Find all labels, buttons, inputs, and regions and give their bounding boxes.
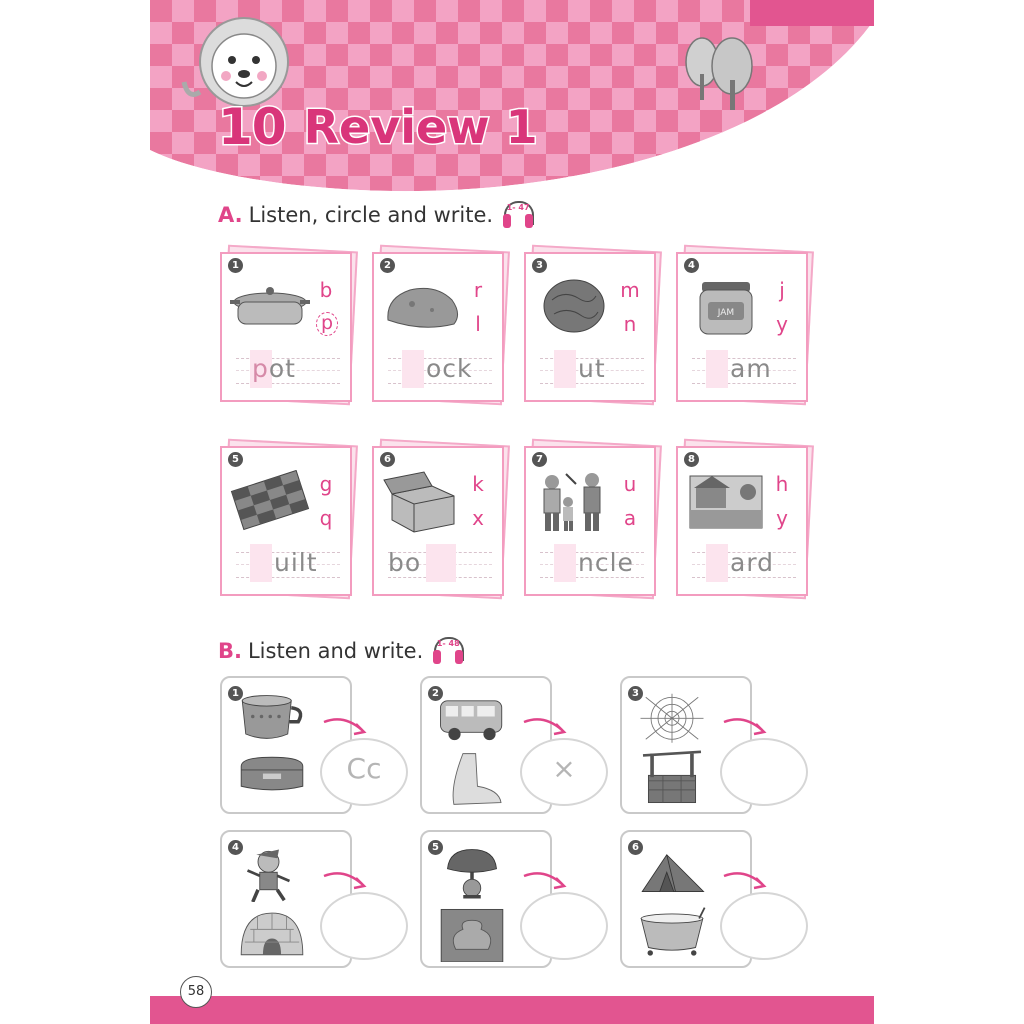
workbook-page [150,0,874,1024]
letter-option[interactable]: l [475,312,481,336]
item-number: 2 [380,258,395,273]
nut-picture [534,276,614,340]
listen-circle-card [524,248,656,398]
well-picture [632,750,712,808]
cup-picture [232,692,312,748]
trees-icon [680,30,760,114]
answer-bubble[interactable] [320,892,408,960]
letter-option[interactable]: m [620,278,640,302]
section-a-letter: A. [218,203,243,227]
letter-option[interactable]: j [779,278,785,302]
rock-picture [382,276,462,340]
arrow-icon [522,868,570,892]
lesson-title-area [218,92,538,162]
jam-jar-picture [686,276,766,340]
item-number: 4 [228,840,243,855]
arrow-icon [522,714,570,738]
answer-bubble[interactable] [520,892,608,960]
letter-option[interactable]: a [623,506,637,530]
listen-write-card [620,830,752,968]
item-number: 1 [228,686,243,701]
answer-bubble[interactable] [720,892,808,960]
web-picture [632,692,712,748]
word-part: am [730,354,772,383]
word-part: ard [730,548,775,577]
arrow-icon [322,714,370,738]
tent-picture [632,846,712,902]
listen-circle-card [524,442,656,592]
letter-option[interactable]: h [775,472,789,496]
word-part: ut [578,354,606,383]
top-accent-strip [750,0,874,26]
letter-option[interactable]: p [316,312,338,336]
listen-circle-card [676,248,808,398]
item-number: 6 [628,840,643,855]
word-part: ncle [578,548,634,577]
pot-picture [230,276,310,340]
item-number: 4 [684,258,699,273]
listen-circle-card [676,442,808,592]
letter-option[interactable]: x [472,506,484,530]
audio-track-label: 1- 48 [436,639,460,648]
listen-write-card [420,830,552,968]
case-picture [232,750,312,808]
word-part: uilt [274,548,318,577]
van-picture [432,692,512,748]
section-b-letter: B. [218,639,242,663]
traced-answer: Cc [346,752,382,785]
yard-picture [686,470,766,534]
sack-picture [432,904,512,962]
letter-option[interactable]: g [319,472,333,496]
section-a-instruction: Listen, circle and write. [248,203,494,227]
igloo-picture [232,904,312,962]
answer-bubble[interactable] [320,738,408,806]
word-part: ock [426,354,473,383]
arrow-icon [322,868,370,892]
listen-circle-card [220,442,352,592]
lamp-picture [432,846,512,902]
letter-option[interactable]: y [776,312,788,336]
box-picture [382,470,462,534]
traced-letter: p [252,354,269,383]
item-number: 3 [628,686,643,701]
item-number: 5 [428,840,443,855]
bottom-accent-strip [150,996,874,1024]
listen-circle-card [220,248,352,398]
item-number: 1 [228,258,243,273]
letter-option[interactable]: y [776,506,788,530]
listen-write-card [220,676,382,814]
jam-label: JAM [717,308,735,318]
letter-option[interactable]: n [623,312,637,336]
letter-option[interactable]: r [473,278,483,302]
letter-option[interactable]: u [623,472,637,496]
listen-write-card [420,676,576,814]
letter-option[interactable]: k [472,472,484,496]
listen-write-card [220,830,352,968]
tub-picture [632,904,712,962]
word-part: ot [268,354,296,383]
answer-bubble[interactable] [720,738,808,806]
letter-option[interactable]: q [319,506,333,530]
foot-picture [432,750,512,808]
answer-blank[interactable] [426,544,456,582]
item-number: 7 [532,452,547,467]
section-a-heading [218,200,535,230]
page-number: 58 [180,976,212,1008]
audio-track-label: 1- 47 [506,203,530,212]
lesson-number: 10 [218,98,286,156]
section-b-instruction: Listen and write. [247,639,424,663]
word-part: bo [388,548,422,577]
arrow-icon [722,868,770,892]
uncle-picture [534,470,614,534]
item-number: 8 [684,452,699,467]
listen-write-card [620,676,752,814]
listen-circle-card [372,442,504,592]
section-b-heading [218,636,465,666]
lesson-title: Review 1 [303,100,538,154]
elf-picture [232,846,312,902]
headphones-icon[interactable] [431,636,465,666]
headphones-icon[interactable] [501,200,535,230]
arrow-icon [722,714,770,738]
quilt-picture [230,470,310,534]
item-number: 5 [228,452,243,467]
listen-circle-card [372,248,504,398]
traced-answer: × [552,752,576,785]
answer-bubble[interactable] [520,738,608,806]
item-number: 6 [380,452,395,467]
item-number: 2 [428,686,443,701]
letter-option[interactable]: b [319,278,333,302]
item-number: 3 [532,258,547,273]
